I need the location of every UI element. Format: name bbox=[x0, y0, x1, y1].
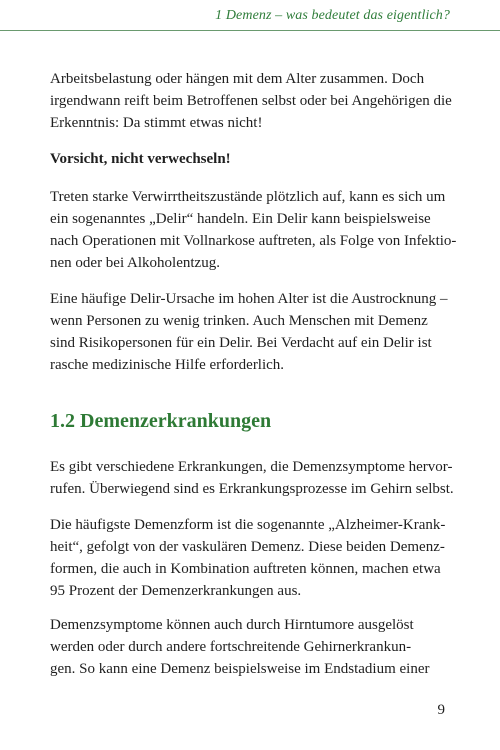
paragraph-intro bbox=[50, 68, 450, 134]
section-heading: 1.2 Demenzerkrankungen bbox=[50, 410, 272, 432]
text-line: Erkenntnis: Da stimmt etwas nicht! bbox=[50, 115, 263, 131]
text-line: Die häufigste Demenzform ist die sogenannte „Alzheimer-Krank- bbox=[50, 517, 446, 533]
text-line: 95 Prozent der Demenzerkrankungen aus. bbox=[50, 583, 302, 599]
paragraph-tumors bbox=[50, 614, 450, 680]
text-line: heit“, gefolgt von der vaskulären Demenz. Diese beiden Demenz- bbox=[50, 539, 445, 555]
text-line: nen oder bei Alkoholentzug. bbox=[50, 255, 220, 271]
text-line: irgendwann reift beim Betroffenen selbst oder bei Angehörigen die bbox=[50, 93, 452, 109]
text-line: ein sogenanntes „Delir“ handeln. Ein Delir kann beispielsweise bbox=[50, 211, 431, 227]
text-line: rufen. Überwiegend sind es Erkrankungsprozesse im Gehirn selbst. bbox=[50, 481, 454, 497]
text-line: gen. So kann eine Demenz beispielsweise im Endstadium einer bbox=[50, 661, 430, 677]
text-line: Arbeitsbelastung oder hängen mit dem Alter zusammen. Doch bbox=[50, 71, 425, 87]
paragraph-delir-cause bbox=[50, 288, 450, 376]
text-line: Vorsicht, nicht verwechseln! bbox=[50, 151, 231, 167]
text-line: nach Operationen mit Vollnarkose auftreten, als Folge von Infektio- bbox=[50, 233, 457, 249]
text-line: Eine häufige Delir-Ursache im hohen Alter ist die Austrocknung – bbox=[50, 291, 448, 307]
paragraph-causes bbox=[50, 456, 454, 500]
callout-heading bbox=[50, 148, 450, 170]
text-line: wenn Personen zu wenig trinken. Auch Menschen mit Demenz bbox=[50, 313, 428, 329]
paragraph-delir bbox=[50, 186, 457, 274]
running-header: 1 Demenz – was bedeutet das eigentlich? bbox=[215, 8, 450, 23]
text-line: Es gibt verschiedene Erkrankungen, die Demenzsymptome hervor- bbox=[50, 459, 453, 475]
text-line: Treten starke Verwirrtheitszustände plötzlich auf, kann es sich um bbox=[50, 189, 446, 205]
text-line: formen, die auch in Kombination auftreten können, machen etwa bbox=[50, 561, 441, 577]
page-number: 9 bbox=[437, 702, 445, 718]
text-line: Demenzsymptome können auch durch Hirntumore ausgelöst bbox=[50, 617, 414, 633]
text-line: sind Risikopersonen für ein Delir. Bei Verdacht auf ein Delir ist bbox=[50, 335, 432, 351]
text-line: werden oder durch andere fortschreitende Gehirnerkrankun- bbox=[50, 639, 412, 655]
text-line: rasche medizinische Hilfe erforderlich. bbox=[50, 357, 285, 373]
header-rule bbox=[0, 30, 500, 31]
paragraph-alzheimer bbox=[50, 514, 450, 602]
